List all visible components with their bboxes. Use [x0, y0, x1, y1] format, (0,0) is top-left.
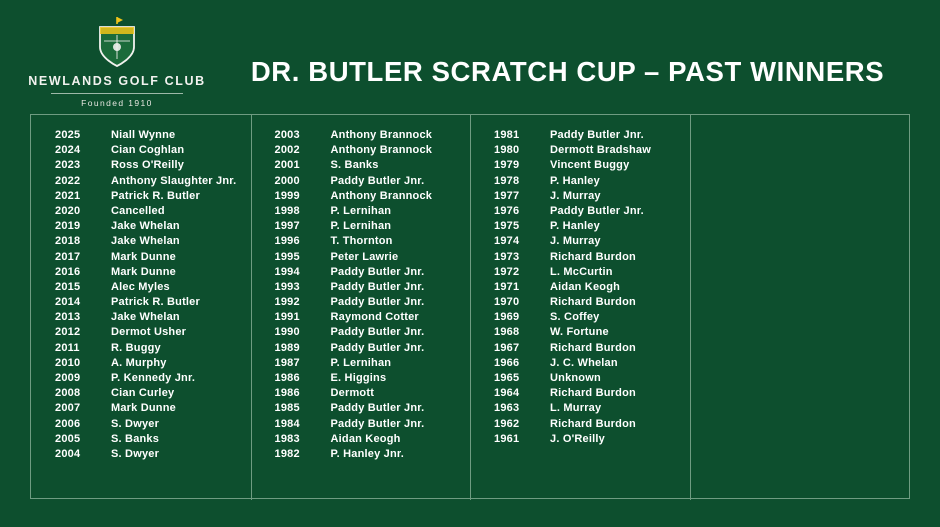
winners-column-3: [470, 129, 690, 498]
year-cell: 2019: [55, 220, 81, 233]
table-row: [55, 159, 237, 174]
year-cell: 1991: [274, 311, 300, 324]
table-row: [55, 205, 237, 220]
table-row: [494, 144, 676, 159]
winner-cell: Dermot Usher: [111, 326, 187, 339]
year-cell: 2011: [55, 341, 80, 354]
year-cell: 1986: [274, 372, 300, 384]
table-row: [275, 448, 457, 463]
year-cell: 1982: [274, 447, 300, 460]
winner-cell: Paddy Butler Jnr.: [330, 265, 425, 278]
table-row: [55, 175, 237, 190]
table-row: [494, 402, 676, 417]
year-cell: 2016: [55, 265, 81, 278]
year-cell: 2021: [55, 189, 81, 202]
year-cell: 2018: [55, 235, 81, 248]
table-row: [275, 144, 457, 159]
table-row: [55, 433, 237, 448]
year-cell: 1978: [494, 174, 520, 187]
table-row: [494, 205, 676, 220]
table-row: [275, 326, 457, 341]
table-row: [494, 357, 676, 372]
table-row: [275, 205, 457, 220]
year-cell: 2015: [55, 280, 81, 293]
winner-cell: Patrick R. Butler: [111, 296, 200, 309]
year-cell: 2006: [55, 417, 81, 430]
table-row: [55, 372, 237, 387]
table-row: [275, 251, 457, 266]
year-cell: 1971: [494, 280, 520, 293]
winner-cell: Paddy Butler Jnr.: [330, 341, 425, 354]
table-row: [275, 159, 457, 174]
table-row: [494, 418, 676, 433]
table-row: [55, 235, 237, 250]
year-cell: 1984: [274, 417, 300, 430]
table-row: [275, 129, 457, 144]
table-row: [275, 418, 457, 433]
winner-cell: Alec Myles: [111, 280, 170, 293]
winner-cell: S. Dwyer: [111, 417, 160, 430]
year-cell: 1993: [274, 280, 300, 293]
year-cell: 2017: [55, 250, 81, 263]
year-cell: 2022: [55, 174, 81, 187]
table-row: [494, 281, 676, 296]
year-cell: 2003: [274, 129, 300, 141]
year-cell: 1967: [494, 341, 520, 354]
winners-columns: [31, 115, 909, 498]
winner-cell: Raymond Cotter: [330, 311, 419, 324]
year-cell: 1972: [494, 265, 520, 278]
winner-cell: Unknown: [550, 372, 601, 384]
table-row: [55, 129, 237, 144]
table-row: [55, 251, 237, 266]
year-cell: 2008: [55, 387, 81, 400]
winner-cell: Jake Whelan: [111, 235, 180, 248]
year-cell: 2001: [274, 159, 300, 172]
table-row: [494, 159, 676, 174]
year-cell: 2010: [55, 356, 81, 369]
winner-cell: Jake Whelan: [111, 220, 180, 233]
year-cell: 2025: [55, 129, 81, 141]
year-cell: 2004: [55, 447, 81, 460]
winner-cell: Patrick R. Butler: [111, 189, 200, 202]
year-cell: 1986: [274, 387, 300, 400]
table-row: [55, 190, 237, 205]
winner-cell: R. Buggy: [111, 341, 161, 354]
table-row: [494, 251, 676, 266]
brand-divider: [51, 93, 183, 94]
table-row: [275, 433, 457, 448]
table-row: [494, 326, 676, 341]
table-row: [494, 433, 676, 448]
year-cell: 2013: [55, 311, 81, 324]
winner-cell: Jake Whelan: [111, 311, 180, 324]
winner-cell: Paddy Butler Jnr.: [550, 204, 644, 217]
year-cell: 1966: [494, 356, 520, 369]
year-cell: 1965: [494, 372, 520, 384]
table-row: [494, 296, 676, 311]
winner-cell: Cancelled: [111, 204, 165, 217]
table-row: [494, 129, 676, 144]
table-row: [494, 342, 676, 357]
winner-cell: Paddy Butler Jnr.: [330, 326, 425, 339]
year-cell: 2009: [55, 372, 81, 384]
winner-cell: P. Hanley: [550, 174, 600, 187]
winner-cell: Richard Burdon: [550, 387, 636, 400]
winner-cell: Dermott Bradshaw: [550, 144, 651, 157]
table-row: [275, 296, 457, 311]
winner-cell: Paddy Butler Jnr.: [550, 129, 644, 141]
year-cell: 2000: [274, 174, 300, 187]
year-cell: 1980: [494, 144, 520, 157]
table-row: [55, 342, 237, 357]
winner-cell: Anthony Brannock: [330, 144, 433, 157]
winners-column-4-empty: [690, 129, 910, 498]
year-cell: 1979: [494, 159, 520, 172]
winner-cell: W. Fortune: [550, 326, 609, 339]
winners-column-1: [31, 129, 251, 498]
winner-cell: Niall Wynne: [111, 129, 176, 141]
table-row: [275, 372, 457, 387]
year-cell: 1998: [274, 204, 300, 217]
table-row: [55, 448, 237, 463]
year-cell: 1999: [274, 189, 300, 202]
year-cell: 1989: [274, 341, 300, 354]
year-cell: 1962: [494, 417, 520, 430]
winner-cell: Aidan Keogh: [330, 432, 401, 445]
table-row: [55, 296, 237, 311]
year-cell: 2002: [274, 144, 300, 157]
table-row: [275, 342, 457, 357]
year-cell: 2012: [55, 326, 81, 339]
year-cell: 2007: [55, 402, 81, 415]
table-row: [55, 326, 237, 341]
winner-cell: J. O'Reilly: [550, 432, 605, 445]
winner-cell: L. Murray: [550, 402, 602, 415]
year-cell: 1969: [494, 311, 520, 324]
year-cell: 1973: [494, 250, 520, 263]
golf-club-crest-icon: [94, 14, 140, 70]
winner-cell: Paddy Butler Jnr.: [330, 402, 425, 415]
table-row: [275, 266, 457, 281]
table-row: [275, 387, 457, 402]
year-cell: 1983: [274, 432, 300, 445]
winner-cell: Mark Dunne: [111, 402, 176, 415]
table-row: [494, 220, 676, 235]
table-row: [55, 387, 237, 402]
table-row: [494, 175, 676, 190]
table-row: [275, 357, 457, 372]
year-cell: 1968: [494, 326, 520, 339]
table-row: [275, 402, 457, 417]
winner-cell: P. Hanley Jnr.: [330, 447, 405, 460]
page-title: DR. BUTLER SCRATCH CUP – PAST WINNERS: [250, 56, 885, 87]
table-row: [55, 281, 237, 296]
winner-cell: Anthony Brannock: [330, 129, 433, 141]
winner-cell: Vincent Buggy: [550, 159, 630, 172]
year-cell: 2024: [55, 144, 81, 157]
year-cell: 1975: [494, 220, 520, 233]
year-cell: 1996: [274, 235, 300, 248]
winner-cell: Dermott: [330, 387, 375, 400]
year-cell: 1992: [274, 296, 300, 309]
year-cell: 1981: [494, 129, 520, 141]
table-row: [55, 402, 237, 417]
table-row: [494, 372, 676, 387]
winner-cell: S. Coffey: [550, 311, 600, 324]
winner-cell: Cian Curley: [111, 387, 175, 400]
winner-cell: Anthony Slaughter Jnr.: [111, 174, 237, 187]
winner-cell: Cian Coghlan: [111, 144, 185, 157]
year-cell: 1990: [274, 326, 300, 339]
year-cell: 2005: [55, 432, 81, 445]
table-row: [494, 266, 676, 281]
winner-cell: Anthony Brannock: [330, 189, 433, 202]
winner-cell: Paddy Butler Jnr.: [330, 280, 425, 293]
year-cell: 1961: [494, 432, 520, 445]
year-cell: 1994: [274, 265, 300, 278]
table-row: [55, 418, 237, 433]
winner-cell: Paddy Butler Jnr.: [330, 417, 425, 430]
year-cell: 1964: [494, 387, 520, 400]
table-row: [494, 235, 676, 250]
year-cell: 1985: [274, 402, 300, 415]
winner-cell: L. McCurtin: [550, 265, 613, 278]
table-row: [55, 144, 237, 159]
table-row: [494, 311, 676, 326]
winner-cell: P. Hanley: [550, 220, 600, 233]
year-cell: 1977: [494, 189, 520, 202]
table-row: [275, 190, 457, 205]
winner-cell: P. Lernihan: [330, 204, 392, 217]
winner-cell: P. Kennedy Jnr.: [111, 372, 196, 384]
year-cell: 2023: [55, 159, 81, 172]
winner-cell: Richard Burdon: [550, 341, 636, 354]
winner-cell: Mark Dunne: [111, 250, 176, 263]
year-cell: 2020: [55, 204, 81, 217]
table-row: [275, 311, 457, 326]
table-row: [275, 175, 457, 190]
winner-cell: Richard Burdon: [550, 417, 636, 430]
table-row: [494, 190, 676, 205]
club-branding: [22, 14, 212, 108]
year-cell: 1997: [274, 220, 300, 233]
winner-cell: P. Lernihan: [330, 356, 392, 369]
winner-cell: Aidan Keogh: [550, 280, 621, 293]
table-row: [275, 220, 457, 235]
winner-cell: Paddy Butler Jnr.: [330, 174, 425, 187]
year-cell: 2014: [55, 296, 81, 309]
year-cell: 1970: [494, 296, 520, 309]
winners-column-2: [251, 129, 471, 498]
winner-cell: J. C. Whelan: [550, 356, 618, 369]
winner-cell: Richard Burdon: [550, 296, 636, 309]
table-row: [275, 235, 457, 250]
table-row: [55, 266, 237, 281]
winner-cell: J. Murray: [550, 189, 601, 202]
winner-cell: Ross O'Reilly: [111, 159, 185, 172]
winner-cell: S. Banks: [111, 432, 160, 445]
winner-cell: Richard Burdon: [550, 250, 636, 263]
winner-cell: S. Banks: [330, 159, 379, 172]
table-row: [55, 357, 237, 372]
winner-cell: A. Murphy: [111, 356, 167, 369]
header: [0, 0, 940, 112]
winner-cell: Paddy Butler Jnr.: [330, 296, 425, 309]
table-row: [55, 220, 237, 235]
winners-panel: [30, 114, 910, 499]
table-row: [494, 387, 676, 402]
year-cell: 1987: [274, 356, 300, 369]
winner-cell: Mark Dunne: [111, 265, 176, 278]
table-row: [275, 281, 457, 296]
winner-cell: Peter Lawrie: [330, 250, 399, 263]
club-founded-year: Founded 1910: [81, 98, 153, 108]
year-cell: 1974: [494, 235, 520, 248]
winner-cell: E. Higgins: [330, 372, 387, 384]
year-cell: 1995: [274, 250, 300, 263]
year-cell: 1976: [494, 204, 520, 217]
club-name: NEWLANDS GOLF CLUB: [28, 74, 206, 88]
table-row: [55, 311, 237, 326]
winner-cell: J. Murray: [550, 235, 601, 248]
winner-cell: P. Lernihan: [330, 220, 392, 233]
winner-cell: T. Thornton: [330, 235, 393, 248]
winner-cell: S. Dwyer: [111, 447, 160, 460]
year-cell: 1963: [494, 402, 520, 415]
